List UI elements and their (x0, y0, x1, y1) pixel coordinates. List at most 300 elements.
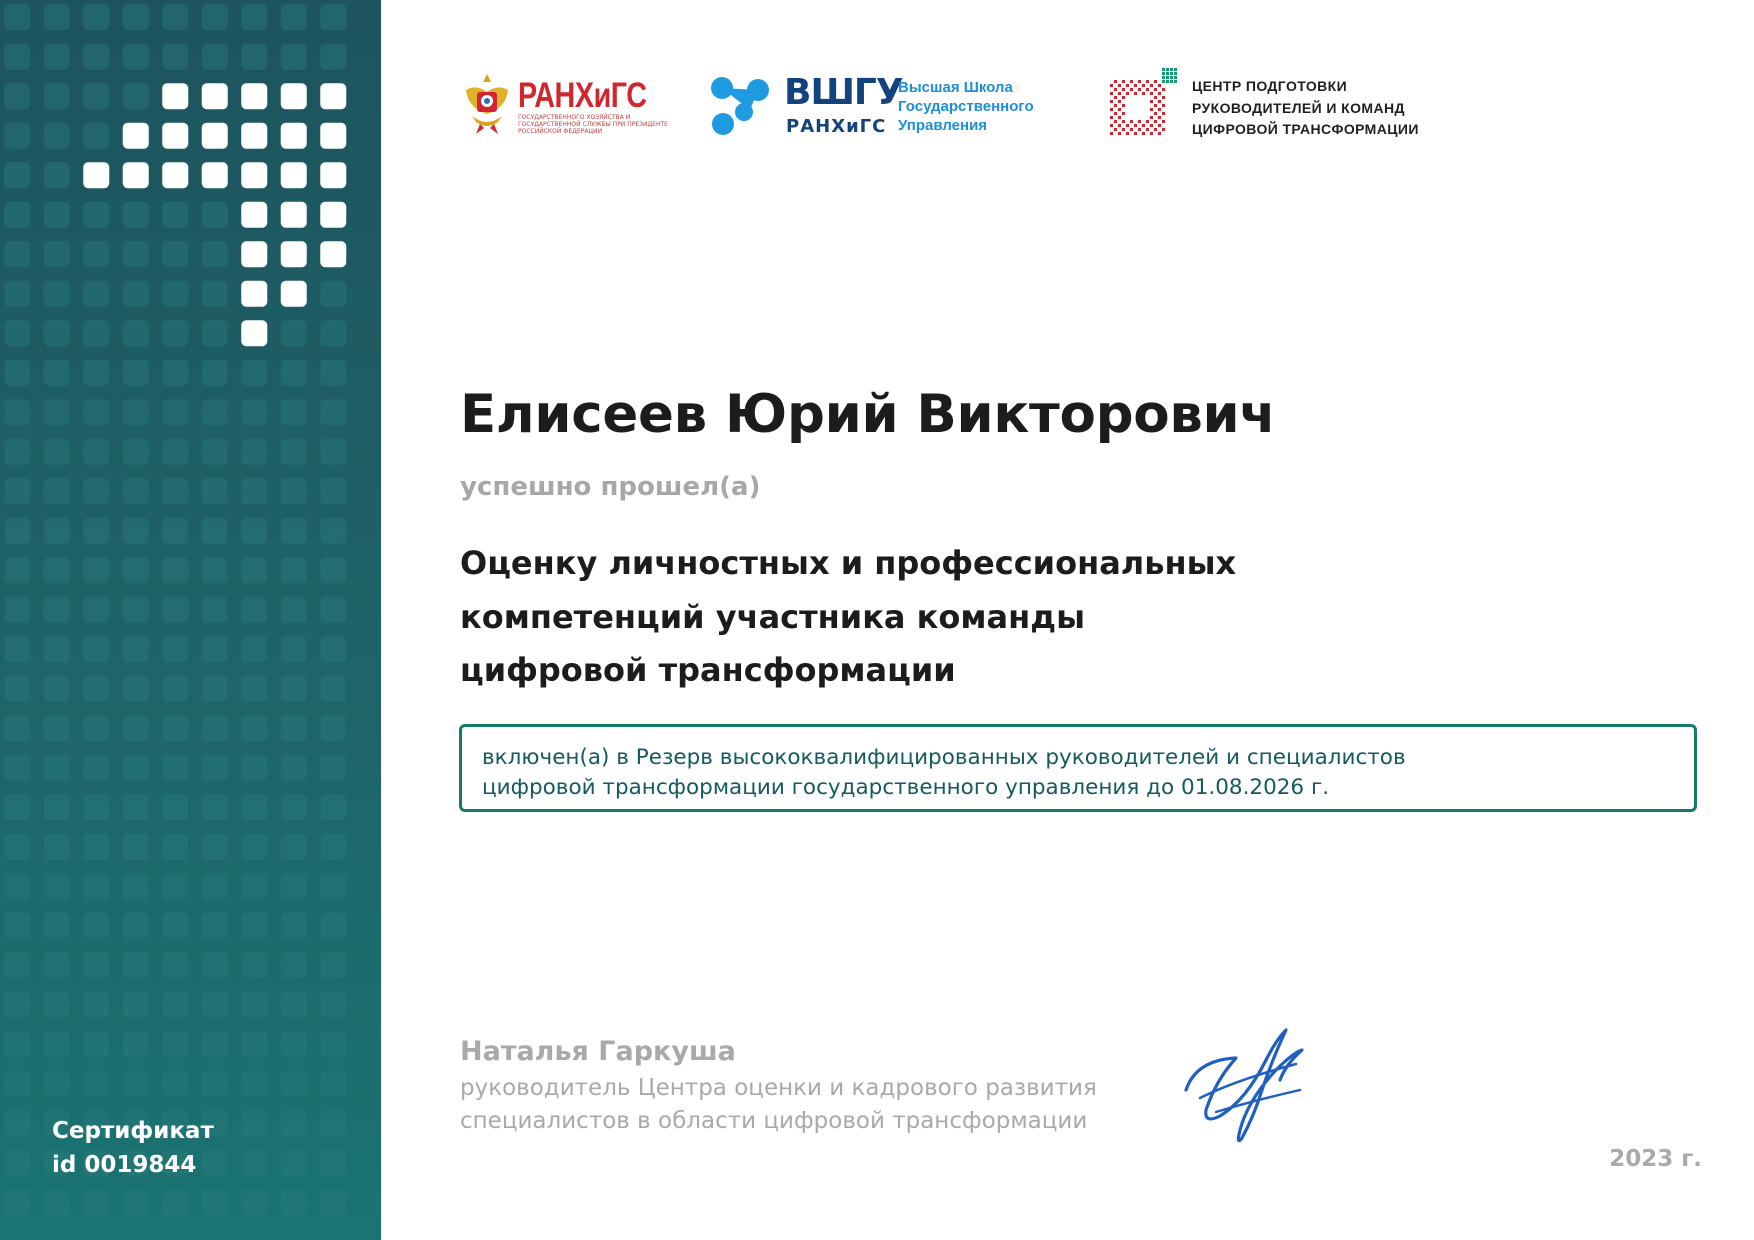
pixel-dot (1174, 72, 1177, 75)
pattern-tile (44, 281, 70, 307)
pattern-tile (123, 1189, 149, 1215)
pattern-tile (4, 1031, 30, 1057)
logo-tile (241, 162, 267, 188)
pattern-tile (44, 992, 70, 1018)
pixel-dot (1130, 88, 1133, 91)
pixel-dot (1146, 120, 1149, 123)
pixel-dot (1174, 76, 1177, 79)
pixel-dot (1110, 132, 1113, 135)
molecule-icon (710, 76, 770, 138)
pixel-dot (1110, 84, 1113, 87)
pattern-tile (123, 399, 149, 425)
logo-tile (162, 162, 188, 188)
pattern-tile (83, 123, 109, 149)
pixel-dot (1154, 112, 1157, 115)
pixel-dot (1118, 92, 1121, 95)
pattern-tile (281, 439, 307, 465)
certificate-label: Сертификат (52, 1118, 214, 1144)
pattern-tile (241, 478, 267, 504)
pattern-tile (83, 873, 109, 899)
pattern-tile (123, 360, 149, 386)
pattern-tile (44, 360, 70, 386)
pixel-dot (1110, 124, 1113, 127)
pattern-tile (83, 281, 109, 307)
pattern-tile (44, 439, 70, 465)
pattern-tile (241, 44, 267, 70)
pattern-tile (4, 952, 30, 978)
pattern-tile (83, 360, 109, 386)
pattern-tile (123, 241, 149, 267)
pattern-tile (123, 952, 149, 978)
pixel-dot (1162, 128, 1165, 131)
pattern-tile (281, 1071, 307, 1097)
pattern-tile (44, 123, 70, 149)
pattern-tile (202, 676, 228, 702)
pixel-dot (1150, 108, 1153, 111)
pattern-tile (162, 952, 188, 978)
pattern-tile (4, 1110, 30, 1136)
hse-ranepa: РАНХиГС (786, 116, 887, 137)
pattern-tile (281, 794, 307, 820)
pixel-dot (1146, 88, 1149, 91)
pattern-tile (202, 241, 228, 267)
pixel-dot (1150, 92, 1153, 95)
pattern-tile (320, 794, 346, 820)
pattern-tile (4, 360, 30, 386)
year: 2023 г. (1609, 1146, 1702, 1172)
pattern-tile (44, 597, 70, 623)
logo-tile (202, 162, 228, 188)
pattern-tile (4, 399, 30, 425)
pixel-dot (1166, 72, 1169, 75)
pattern-tile (83, 439, 109, 465)
pixel-dot (1126, 124, 1129, 127)
pattern-tile (44, 478, 70, 504)
pattern-tile (162, 439, 188, 465)
center-title-line: РУКОВОДИТЕЛЕЙ И КОМАНД (1192, 99, 1405, 116)
pattern-tile (162, 992, 188, 1018)
pixel-dot (1154, 120, 1157, 123)
pattern-tile (123, 834, 149, 860)
pixel-dot (1134, 92, 1137, 95)
pattern-tile (202, 1189, 228, 1215)
pixel-dot (1110, 116, 1113, 119)
pattern-tile (320, 1150, 346, 1176)
pattern-tile (4, 44, 30, 70)
pattern-tile (4, 439, 30, 465)
pattern-tile (281, 597, 307, 623)
pattern-tile (4, 715, 30, 741)
pixel-dot (1138, 80, 1141, 83)
pattern-tile (83, 557, 109, 583)
pixel-dot (1158, 132, 1161, 135)
pattern-tile (202, 439, 228, 465)
pattern-tile (162, 202, 188, 228)
pixel-dot (1162, 120, 1165, 123)
pixel-dot (1142, 92, 1145, 95)
pattern-tile (320, 399, 346, 425)
pixel-dot (1150, 100, 1153, 103)
pixel-dot (1126, 84, 1129, 87)
pattern-tile (162, 676, 188, 702)
pattern-tile (123, 597, 149, 623)
pixel-dot (1174, 80, 1177, 83)
pixel-dot (1114, 80, 1117, 83)
pattern-tile (44, 399, 70, 425)
pixel-dot (1114, 128, 1117, 131)
pattern-tile (44, 755, 70, 781)
pattern-tile (123, 518, 149, 544)
pixel-dot (1154, 96, 1157, 99)
course-title-line: Оценку личностных и профессиональных (460, 544, 1237, 582)
pattern-tile (162, 597, 188, 623)
pattern-tile (44, 202, 70, 228)
pattern-tile (162, 794, 188, 820)
pattern-tile (4, 202, 30, 228)
pattern-tile (202, 715, 228, 741)
pattern-tile (281, 478, 307, 504)
pattern-tile (4, 1189, 30, 1215)
pattern-tile (83, 755, 109, 781)
logo-tile (281, 83, 307, 109)
pattern-tile (162, 834, 188, 860)
pattern-tile (241, 399, 267, 425)
pattern-tile (44, 1189, 70, 1215)
pattern-tile (202, 1071, 228, 1097)
pattern-tile (162, 1031, 188, 1057)
pattern-tile (83, 636, 109, 662)
pattern-tile (83, 834, 109, 860)
pixel-dot (1162, 96, 1165, 99)
pattern-tile (241, 1110, 267, 1136)
pixel-dot (1114, 120, 1117, 123)
pattern-tile (83, 952, 109, 978)
pattern-tile (202, 636, 228, 662)
pattern-tile (44, 636, 70, 662)
certificate-id: id 0019844 (52, 1152, 197, 1178)
pattern-tile (202, 597, 228, 623)
pattern-tile (123, 439, 149, 465)
pattern-tile (44, 873, 70, 899)
pattern-tile (83, 241, 109, 267)
pixel-dot (1126, 92, 1129, 95)
pixel-dot (1142, 132, 1145, 135)
pixel-dot (1170, 80, 1173, 83)
logo-tile (281, 162, 307, 188)
pattern-tile (83, 202, 109, 228)
pattern-tile (241, 636, 267, 662)
pattern-tile (320, 1071, 346, 1097)
pixel-dot (1162, 112, 1165, 115)
pattern-tile (4, 83, 30, 109)
pattern-tile (202, 4, 228, 30)
certificate-id-block (52, 1114, 214, 1182)
logo-tile (241, 123, 267, 149)
pixel-dot (1138, 128, 1141, 131)
pattern-tile (241, 557, 267, 583)
pattern-tile (123, 992, 149, 1018)
pattern-tile (83, 794, 109, 820)
pattern-tile (202, 399, 228, 425)
pattern-tile (123, 320, 149, 346)
center-title-line: ЦИФРОВОЙ ТРАНСФОРМАЦИИ (1192, 121, 1419, 137)
pattern-tile (4, 557, 30, 583)
pixel-dot (1134, 124, 1137, 127)
pattern-tile (83, 83, 109, 109)
logo-tile (320, 241, 346, 267)
pattern-tile (241, 597, 267, 623)
logo-tile (320, 162, 346, 188)
pattern-tile (4, 123, 30, 149)
pattern-tile (162, 1071, 188, 1097)
pixel-dot (1162, 104, 1165, 107)
pixel-dot (1118, 132, 1121, 135)
pattern-tile (162, 1189, 188, 1215)
pattern-tile (4, 597, 30, 623)
pattern-tile (44, 715, 70, 741)
pattern-tile (320, 281, 346, 307)
pattern-tile (162, 557, 188, 583)
pixel-dot (1174, 68, 1177, 71)
pattern-tile (281, 636, 307, 662)
center-title (1192, 76, 1419, 141)
pattern-tile (241, 873, 267, 899)
pattern-tile (4, 676, 30, 702)
pixel-dot (1122, 128, 1125, 131)
pattern-tile (4, 281, 30, 307)
tile-pattern (0, 0, 381, 1240)
ranepa-logo (462, 62, 692, 152)
pattern-tile (44, 834, 70, 860)
pixel-dot (1138, 88, 1141, 91)
ranepa-name: РАНХиГС (518, 76, 647, 115)
pattern-tile (83, 518, 109, 544)
sidebar-panel (0, 0, 381, 1240)
pattern-tile (241, 715, 267, 741)
signer-position-line: специалистов в области цифровой трансформации (460, 1108, 1088, 1134)
pattern-tile (123, 676, 149, 702)
pattern-tile (162, 755, 188, 781)
pixel-dot (1162, 80, 1165, 83)
pattern-tile (83, 676, 109, 702)
pattern-tile (320, 557, 346, 583)
pattern-tile (44, 1071, 70, 1097)
pixel-dot (1142, 124, 1145, 127)
pattern-tile (44, 320, 70, 346)
pattern-tile (281, 873, 307, 899)
pattern-tile (123, 1031, 149, 1057)
passed-text: успешно прошел(а) (460, 472, 761, 502)
pixel-dot (1122, 104, 1125, 107)
pattern-tile (4, 1071, 30, 1097)
pattern-tile (202, 755, 228, 781)
pixel-dot (1158, 116, 1161, 119)
pattern-tile (241, 913, 267, 939)
pixel-dot (1166, 68, 1169, 71)
pattern-tile (4, 241, 30, 267)
pattern-tile (123, 83, 149, 109)
pixel-dot (1154, 128, 1157, 131)
hse-desc-line: Управления (898, 117, 988, 134)
pattern-tile (202, 360, 228, 386)
pattern-tile (320, 636, 346, 662)
pattern-tile (4, 636, 30, 662)
pattern-tile (83, 1189, 109, 1215)
pattern-tile (281, 834, 307, 860)
pattern-tile (4, 1150, 30, 1176)
pattern-tile (241, 755, 267, 781)
pattern-tile (4, 162, 30, 188)
pattern-tile (162, 399, 188, 425)
recipient-name: Елисеев Юрий Викторович (460, 384, 1276, 445)
pattern-tile (162, 241, 188, 267)
logo-tile (241, 83, 267, 109)
pattern-tile (44, 83, 70, 109)
pattern-tile (281, 952, 307, 978)
pattern-tile (4, 4, 30, 30)
logo-tile (123, 123, 149, 149)
pixel-dot (1158, 84, 1161, 87)
pattern-tile (44, 4, 70, 30)
pattern-tile (202, 913, 228, 939)
reserve-box (459, 724, 1697, 812)
pattern-tile (83, 320, 109, 346)
pattern-tile (162, 715, 188, 741)
logo-header (462, 62, 1442, 152)
pattern-tile (4, 755, 30, 781)
pixel-dot (1150, 116, 1153, 119)
pattern-tile (320, 320, 346, 346)
pixel-dot (1114, 104, 1117, 107)
pattern-tile (241, 1150, 267, 1176)
pattern-tile (123, 557, 149, 583)
pixel-dot (1122, 96, 1125, 99)
pattern-tile (123, 44, 149, 70)
pattern-tile (241, 834, 267, 860)
pattern-tile (123, 478, 149, 504)
pixel-dot (1146, 80, 1149, 83)
pattern-tile (202, 202, 228, 228)
pattern-tile (83, 4, 109, 30)
pattern-tile (320, 518, 346, 544)
pattern-tile (241, 952, 267, 978)
pattern-tile (320, 597, 346, 623)
pattern-tile (202, 794, 228, 820)
pattern-tile (44, 557, 70, 583)
pixel-dot (1122, 120, 1125, 123)
pixel-dot (1134, 132, 1137, 135)
course-title-line: компетенций участника команды (460, 597, 1085, 636)
pattern-tile (320, 755, 346, 781)
logo-tile (320, 123, 346, 149)
pattern-tile (123, 715, 149, 741)
signature-icon (1176, 1020, 1316, 1150)
pixel-dot (1114, 88, 1117, 91)
pattern-tile (162, 518, 188, 544)
pattern-tile (241, 1189, 267, 1215)
pattern-tile (281, 1031, 307, 1057)
pattern-tile (241, 676, 267, 702)
pixel-dot (1126, 132, 1129, 135)
pixel-dot (1134, 84, 1137, 87)
pattern-tile (281, 913, 307, 939)
pattern-tile (320, 478, 346, 504)
logo-tile (241, 202, 267, 228)
pattern-tile (320, 834, 346, 860)
pattern-tile (162, 873, 188, 899)
pattern-tile (202, 952, 228, 978)
pixel-dot (1118, 124, 1121, 127)
pixel-dot (1158, 108, 1161, 111)
pixel-dot (1114, 112, 1117, 115)
pattern-tile (202, 1031, 228, 1057)
pixel-dot (1170, 68, 1173, 71)
pattern-tile (162, 320, 188, 346)
logo-tile (83, 162, 109, 188)
pixel-dot (1158, 124, 1161, 127)
pattern-tile (123, 913, 149, 939)
pixel-dot (1118, 116, 1121, 119)
eagle-emblem-icon (462, 70, 512, 136)
logo-tile (281, 281, 307, 307)
pattern-tile (83, 1071, 109, 1097)
pattern-tile (281, 399, 307, 425)
pattern-tile (320, 992, 346, 1018)
pattern-tile (281, 360, 307, 386)
hse-desc-line: Высшая Школа (898, 79, 1013, 96)
pixel-dot (1118, 108, 1121, 111)
pattern-tile (83, 992, 109, 1018)
pattern-tile (202, 992, 228, 1018)
pixel-dot (1146, 128, 1149, 131)
pattern-tile (320, 1189, 346, 1215)
logo-tile (202, 83, 228, 109)
pattern-tile (44, 518, 70, 544)
pattern-tile (4, 794, 30, 820)
pattern-tile (123, 873, 149, 899)
pattern-tile (44, 1031, 70, 1057)
pattern-tile (44, 241, 70, 267)
pattern-tile (202, 557, 228, 583)
pixel-dot (1130, 128, 1133, 131)
pattern-tile (162, 4, 188, 30)
pattern-tile (320, 1110, 346, 1136)
pattern-tile (4, 478, 30, 504)
pattern-tile (320, 952, 346, 978)
pixel-dot (1166, 80, 1169, 83)
pattern-tile (281, 1189, 307, 1215)
pattern-tile (83, 478, 109, 504)
pattern-tile (162, 478, 188, 504)
signer-name: Наталья Гаркуша (460, 1036, 736, 1067)
pattern-tile (320, 439, 346, 465)
pixel-dot (1166, 76, 1169, 79)
pattern-tile (320, 715, 346, 741)
logo-tile (241, 241, 267, 267)
pattern-tile (241, 4, 267, 30)
reserve-line: цифровой трансформации государственного управления до 01.08.2026 г. (482, 775, 1330, 800)
pattern-tile (83, 1031, 109, 1057)
pixel-dot (1118, 84, 1121, 87)
pattern-tile (281, 1110, 307, 1136)
pixel-dot (1170, 76, 1173, 79)
pattern-tile (123, 1071, 149, 1097)
pattern-tile (320, 4, 346, 30)
pattern-tile (320, 44, 346, 70)
pattern-tile (123, 755, 149, 781)
pattern-tile (202, 320, 228, 346)
pattern-tile (241, 1071, 267, 1097)
